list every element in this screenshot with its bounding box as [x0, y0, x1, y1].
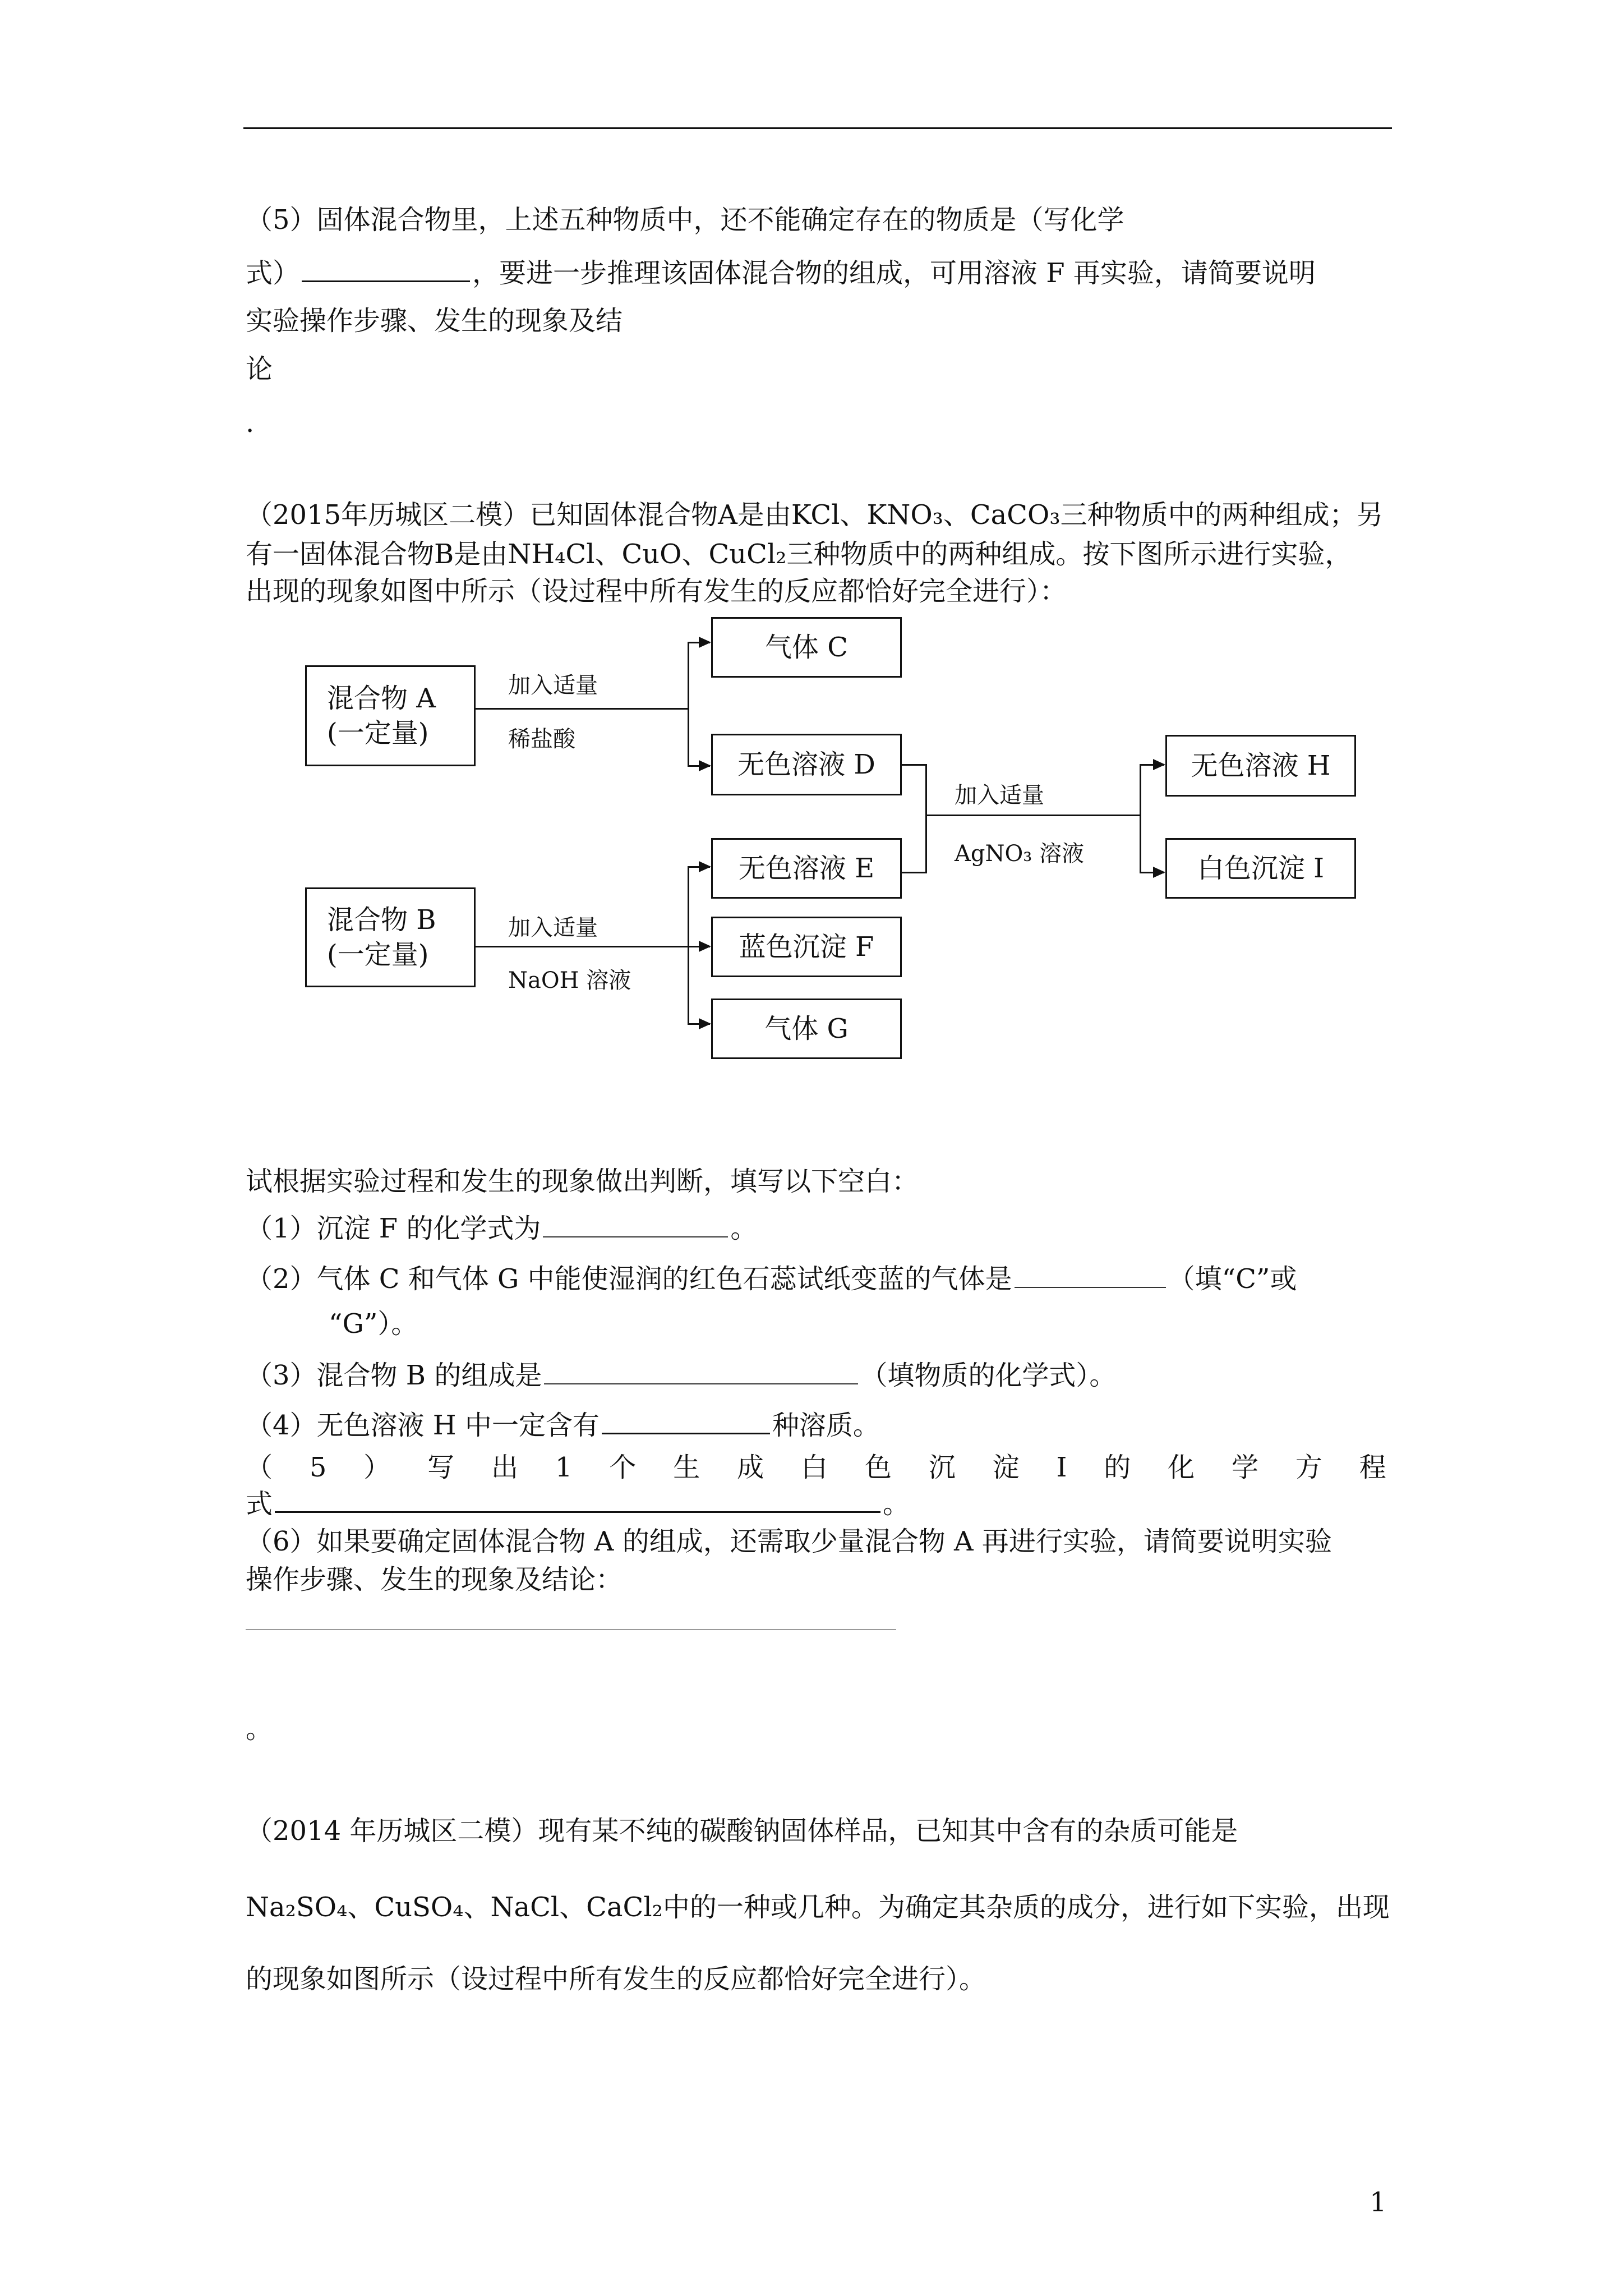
p2015-q1: [246, 1212, 757, 1245]
arrow-ppt-f: [699, 941, 711, 952]
d-reagent-bottom: AgNO₃ 溶液: [955, 841, 1085, 867]
q5-spaced-char: ）: [363, 1452, 391, 1483]
a-reagent-top: 加入适量: [508, 673, 598, 698]
mixture-b-line2: (一定量): [327, 939, 429, 970]
q5-spaced-char: 方: [1295, 1452, 1322, 1483]
q5-spaced-char: （: [246, 1452, 273, 1483]
q5-spaced-char: 成: [737, 1452, 764, 1483]
arrow-sol-d: [699, 760, 711, 771]
connector-a-split: [688, 642, 689, 766]
d-reagent-top: 加入适量: [955, 783, 1044, 808]
p2015-q4: [246, 1408, 880, 1442]
arrow-sol-e: [699, 861, 711, 872]
b-reagent-bottom: NaOH 溶液: [508, 968, 631, 993]
q1-end: 。: [730, 1213, 758, 1244]
prev-q5-line2-a: 式）: [246, 257, 300, 289]
prev-q5-line2: [246, 256, 1316, 290]
connector-a-main: [476, 708, 689, 710]
mixture-b-line1: 混合物 B: [327, 904, 436, 936]
q4-answer-blank[interactable]: [602, 1408, 770, 1434]
p2015-q5-line1: [246, 1451, 1386, 1484]
p2015-intro-line1: （2015年历城区二模）已知固体混合物A是由KCl、KNO₃、CaCO₃三种物质中的两种组成；另: [246, 499, 1384, 531]
box-precipitate-i: 白色沉淀 I: [1165, 838, 1356, 899]
connector-b-split: [688, 866, 689, 1024]
q3-text: （3）混合物 B 的组成是: [246, 1360, 542, 1391]
q6-answer-line[interactable]: [246, 1629, 896, 1630]
prev-q5-line2-b: ，要进一步推理该固体混合物的组成，可用溶液 F 再实验，请简要说明: [472, 257, 1316, 289]
q4-end: 种溶质。: [772, 1410, 880, 1441]
q5-spaced-char: 出: [491, 1452, 519, 1483]
box-solution-d: 无色溶液 D: [711, 734, 902, 795]
p2015-q2-cont: “G”）。: [329, 1308, 418, 1340]
q5-text: 式: [246, 1488, 273, 1520]
q5-spaced-char: 色: [864, 1452, 892, 1483]
q5-spaced-char: 淀: [992, 1452, 1020, 1483]
q5-end: 。: [883, 1488, 910, 1520]
p2015-q6-line1: （6）如果要确定固体混合物 A 的组成，还需取少量混合物 A 再进行实验，请简要说明实验: [246, 1526, 1332, 1557]
q5-spaced-char: 个: [609, 1452, 637, 1483]
q5-spaced-char: 1: [555, 1452, 573, 1483]
mixture-a-line2: (一定量): [327, 717, 429, 749]
p2015-q2: [246, 1262, 1297, 1296]
q5-spaced-char: 学: [1232, 1452, 1259, 1483]
q5-spaced-char: 程: [1359, 1452, 1386, 1483]
q5-spaced-char: 化: [1168, 1452, 1195, 1483]
q2-text: （2）气体 C 和气体 G 中能使湿润的红色石蕊试纸变蓝的气体是: [246, 1263, 1012, 1295]
mixture-a-line1: 混合物 A: [327, 683, 436, 714]
p2015-q6-end: 。: [246, 1713, 273, 1745]
q5-spaced-char: 的: [1104, 1452, 1131, 1483]
arrow-ppt-i: [1153, 867, 1165, 878]
q5-spaced-char: 5: [309, 1452, 327, 1483]
q2-answer-blank[interactable]: [1015, 1262, 1166, 1288]
page-number: 1: [1370, 2187, 1387, 2218]
connector-e-out: [902, 872, 926, 873]
arrow-gas-c: [699, 637, 711, 648]
box-gas-g: 气体 G: [711, 999, 902, 1059]
p2014-line3: 的现象如图所示（设过程中所有发生的反应都恰好完全进行）。: [246, 1963, 986, 1995]
box-solution-h: 无色溶液 H: [1165, 735, 1356, 797]
p2015-q5-line2: [246, 1487, 910, 1521]
box-mixture-a: [305, 665, 476, 766]
box-mixture-b: [305, 887, 476, 987]
a-reagent-bottom: 稀盐酸: [508, 726, 575, 752]
p2015-q6-line2: 操作步骤、发生的现象及结论：: [246, 1564, 623, 1595]
q5-spaced-char: 生: [673, 1452, 700, 1483]
connector-de-merge: [925, 764, 927, 873]
arrow-sol-h: [1153, 759, 1165, 770]
p2015-q3: [246, 1359, 1116, 1392]
header-rule: [243, 127, 1392, 129]
box-gas-c: 气体 C: [711, 617, 902, 678]
p2014-line1: （2014 年历城区二模）现有某不纯的碳酸钠固体样品，已知其中含有的杂质可能是: [246, 1815, 1238, 1847]
q3-answer-blank[interactable]: [544, 1359, 858, 1384]
b-reagent-top: 加入适量: [508, 915, 598, 941]
connector-agno3-main: [925, 815, 1141, 816]
prev-q5-line4: 论: [246, 353, 273, 385]
q4-text: （4）无色溶液 H 中一定含有: [246, 1410, 600, 1441]
q2-end: （填“C”或: [1168, 1263, 1297, 1295]
q5-spaced-char: 沉: [928, 1452, 956, 1483]
p2015-intro-line3: 出现的现象如图中所示（设过程中所有发生的反应都恰好完全进行）：: [246, 576, 1067, 607]
arrow-gas-g: [699, 1018, 711, 1029]
q1-text: （1）沉淀 F 的化学式为: [246, 1213, 541, 1244]
p2015-intro-line2: 有一固体混合物B是由NH₄Cl、CuO、CuCl₂三种物质中的两种组成。按下图所示进行实验，: [246, 539, 1352, 570]
prev-q5-answer-blank[interactable]: [302, 256, 470, 282]
q5-answer-blank[interactable]: [275, 1487, 880, 1513]
connector-h-i-split: [1140, 764, 1141, 873]
p2015-prompt: 试根据实验过程和发生的现象做出判断，填写以下空白：: [246, 1166, 919, 1197]
q5-spaced-char: 写: [427, 1452, 455, 1483]
q5-spaced-char: I: [1056, 1452, 1067, 1483]
q5-spaced-char: 白: [800, 1452, 828, 1483]
connector-b-main: [476, 946, 689, 947]
prev-q5-line1: （5）固体混合物里，上述五种物质中，还不能确定存在的物质是（写化学: [246, 204, 1124, 236]
connector-d-out: [902, 764, 926, 766]
prev-q5-line5: .: [246, 407, 255, 439]
q3-end: （填物质的化学式）。: [860, 1360, 1117, 1391]
box-precipitate-f: 蓝色沉淀 F: [711, 917, 902, 977]
q1-answer-blank[interactable]: [543, 1212, 728, 1237]
p2014-line2: Na₂SO₄、CuSO₄、NaCl、CaCl₂中的一种或几种。为确定其杂质的成分，进行如下实验，出现: [246, 1892, 1390, 1923]
prev-q5-line3: 实验操作步骤、发生的现象及结: [246, 305, 623, 337]
box-solution-e: 无色溶液 E: [711, 838, 902, 899]
